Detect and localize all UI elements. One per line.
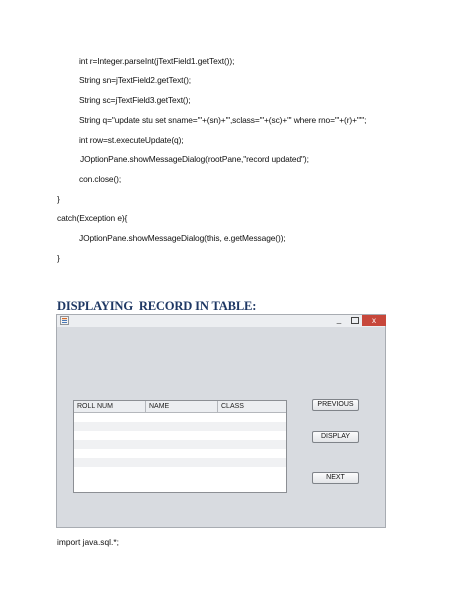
table-row[interactable] [74,440,286,449]
code-line: int r=Integer.parseInt(jTextField1.getText()); [79,56,235,66]
column-header-class[interactable]: CLASS [221,403,244,410]
code-line: String q="update stu set sname='"+(sn)+"',sclass='"+(sc)+"' where rno='"+(r)+"'"; [79,115,367,125]
code-line: } [57,253,60,263]
records-table[interactable] [73,400,287,493]
column-header-roll-num[interactable]: ROLL NUM [74,401,146,412]
table-row[interactable] [74,449,286,458]
code-line: JOptionPane.showMessageDialog(rootPane,"record updated"); [80,154,309,164]
code-line: String sc=jTextField3.getText(); [79,95,191,105]
section-heading: DISPLAYING RECORD IN TABLE: [57,299,257,313]
window-titlebar[interactable] [57,315,385,327]
close-button[interactable]: x [362,315,386,326]
table-row[interactable] [74,431,286,440]
table-row[interactable] [74,422,286,431]
display-button[interactable]: DISPLAY [312,431,359,443]
table-header [74,401,286,413]
next-button[interactable]: NEXT [312,472,359,484]
code-line: int row=st.executeUpdate(q); [79,135,184,145]
table-row[interactable] [74,458,286,467]
code-line: String sn=jTextField2.getText(); [79,75,192,85]
maximize-icon [351,317,359,324]
app-window [56,314,386,528]
code-line: JOptionPane.showMessageDialog(this, e.getMessage()); [79,233,286,243]
code-line: con.close(); [79,174,122,184]
table-row[interactable] [74,413,286,422]
minimize-button[interactable]: _ [336,315,342,324]
column-header-name[interactable]: NAME [146,401,218,412]
code-line: } [57,194,60,204]
import-statement: import java.sql.*; [57,537,119,547]
code-line: catch(Exception e){ [57,213,128,223]
maximize-button[interactable] [349,316,361,326]
previous-button[interactable]: PREVIOUS [312,399,359,411]
java-app-icon [60,316,69,325]
